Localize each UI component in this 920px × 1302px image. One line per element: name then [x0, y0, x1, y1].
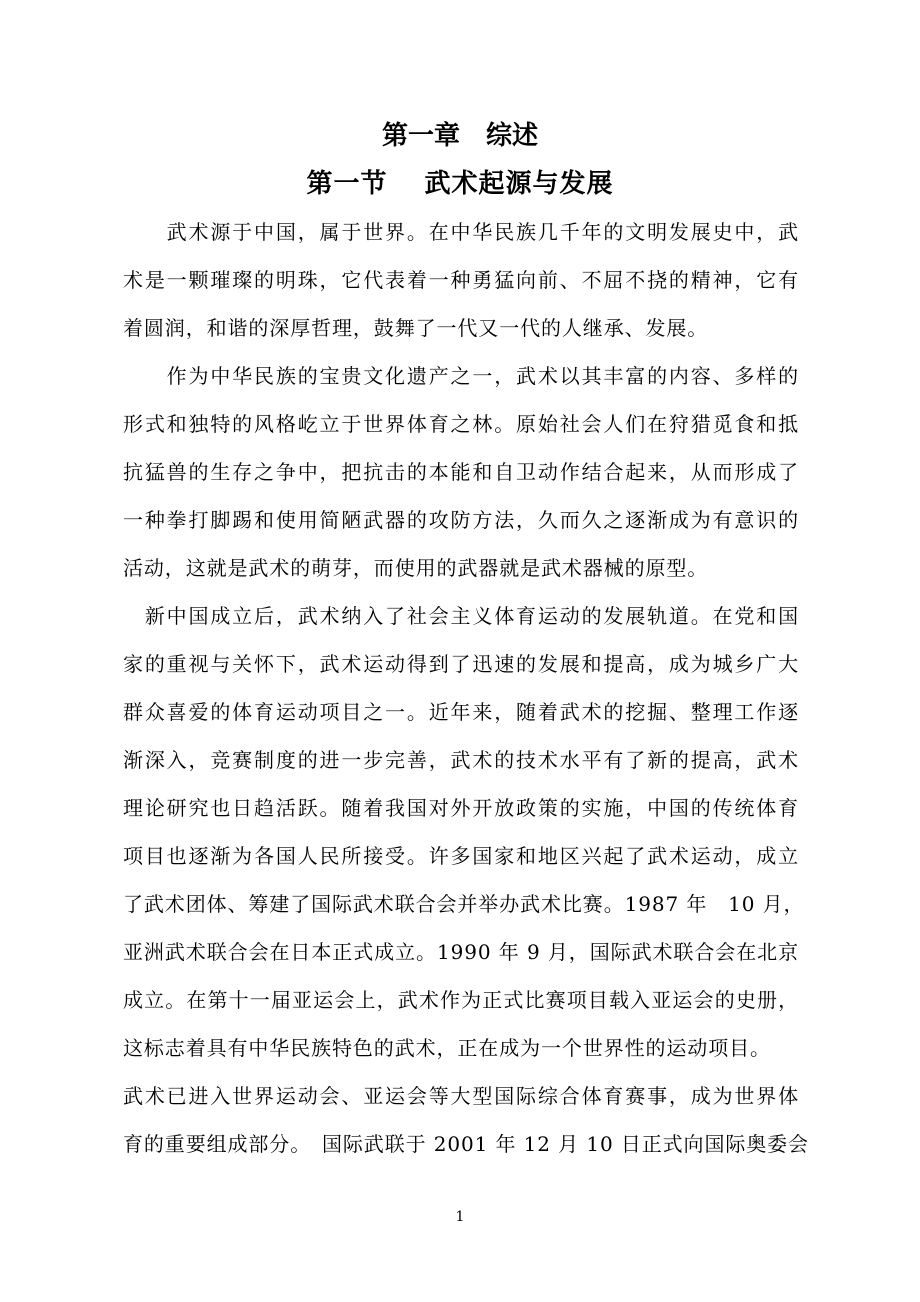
paragraph-line: 抗猛兽的生存之争中，把抗击的本能和自卫动作结合起来，从而形成了 [123, 460, 799, 484]
paragraph-line: 术是一颗璀璨的明珠，它代表着一种勇猛向前、不屈不挠的精神，它有 [123, 268, 799, 292]
paragraph-heritage [123, 352, 799, 592]
paragraph-line: 武术已进入世界运动会、亚运会等大型国际综合体育赛事，成为世界体 [123, 1084, 799, 1108]
paragraph-line: 一种拳打脚踢和使用简陋武器的攻防方法，久而久之逐渐成为有意识的 [123, 508, 799, 532]
paragraph-line: 形式和独特的风格屹立于世界体育之林。原始社会人们在狩猎觅食和抵 [123, 412, 799, 436]
paragraph-line: 群众喜爱的体育运动项目之一。近年来，随着武术的挖掘、整理工作逐 [123, 700, 799, 724]
paragraph-line: 活动，这就是武术的萌芽，而使用的武器就是武术器械的原型。 [123, 556, 709, 580]
paragraph-line: 理论研究也日趋活跃。随着我国对外开放政策的实施，中国的传统体育 [123, 796, 799, 820]
paragraph-line: 着圆润，和谐的深厚哲理，鼓舞了一代又一代的人继承、发展。 [123, 316, 709, 340]
paragraph-line: 成立。在第十一届亚运会上，武术作为正式比赛项目载入亚运会的史册， [123, 988, 799, 1012]
paragraph-origin [123, 208, 799, 352]
paragraph-line: 亚洲武术联合会在日本正式成立。1990 年 9 月，国际武术联合会在北京 [123, 940, 799, 964]
chapter-title: 第一章 综述 [381, 121, 538, 151]
paragraph-line: 新中国成立后，武术纳入了社会主义体育运动的发展轨道。在党和国 [123, 604, 799, 628]
paragraph-modern-development [123, 592, 809, 1168]
paragraph-line: 武术源于中国，属于世界。在中华民族几千年的文明发展史中，武 [123, 220, 799, 244]
page-number: 1 [455, 1209, 465, 1225]
paragraph-line: 家的重视与关怀下，武术运动得到了迅速的发展和提高，成为城乡广大 [123, 652, 799, 676]
paragraph-line: 渐深入，竞赛制度的进一步完善，武术的技术水平有了新的提高，武术 [123, 748, 799, 772]
paragraph-line: 育的重要组成部分。 国际武联于 2001 年 12 月 10 日正式向国际奥委会 [123, 1132, 809, 1156]
paragraph-line: 项目也逐渐为各国人民所接受。许多国家和地区兴起了武术运动，成立 [123, 844, 799, 868]
paragraph-line: 了武术团体、筹建了国际武术联合会并举办武术比赛。1987 年 10 月， [123, 892, 805, 916]
paragraph-line: 作为中华民族的宝贵文化遗产之一，武术以其丰富的内容、多样的 [123, 364, 799, 388]
paragraph-line: 这标志着具有中华民族特色的武术，正在成为一个世界性的运动项目。 [123, 1036, 771, 1060]
section-title: 第一节 武术起源与发展 [306, 169, 614, 199]
